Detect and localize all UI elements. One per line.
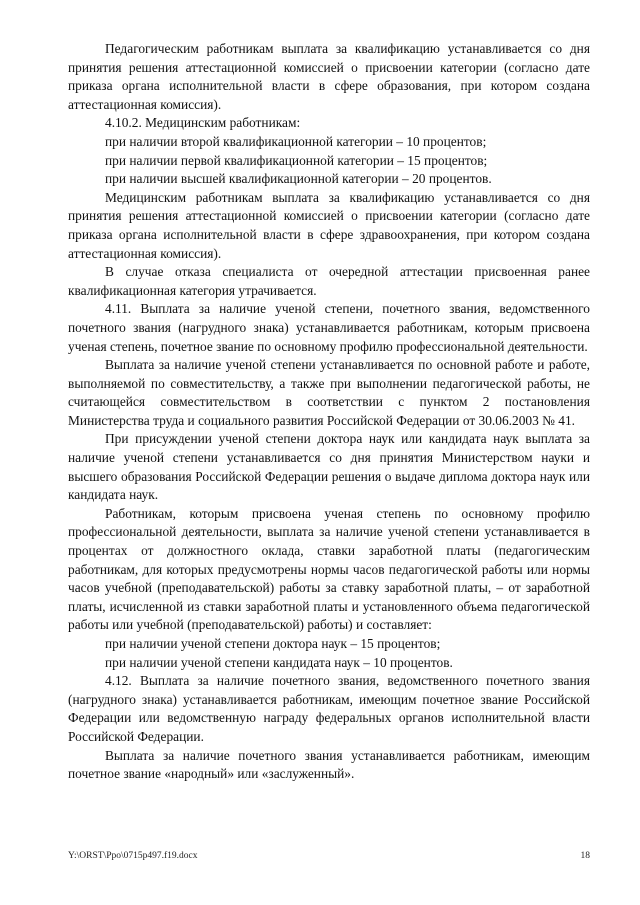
page-footer	[68, 851, 590, 861]
paragraph: 4.10.2. Медицинским работникам:	[105, 115, 301, 131]
list-item: при наличии второй квалификационной категории – 10 процентов;	[105, 133, 487, 149]
list-item: при наличии ученой степени кандидата наук – 10 процентов.	[105, 654, 453, 670]
paragraph: 4.11. Выплата за наличие ученой степени, почетного звания, ведомственного почетного звания (нагрудного знака) устанавливается работникам, которым присвоена ученая степень, почетное звание по основному профилю профессиональной деятельности.	[68, 301, 590, 354]
paragraph: Выплата за наличие ученой степени устанавливается по основной работе и работе, выполняемой по совместительству, а также при выполнении педагогической работы, не считающейся совместительством в соответствии с пунктом 2 постановления Министерства труда и социального развития Российской Федерации от 30.06.2003 № 41.	[68, 357, 590, 428]
paragraph: Педагогическим работникам выплата за квалификацию устанавливается со дня принятия решения аттестационной комиссией о присвоении категории (согласно дате приказа органа исполнительной власти в сфере образования, при котором создана аттестационная комиссия).	[68, 41, 590, 112]
paragraph: В случае отказа специалиста от очередной аттестации присвоенная ранее квалификационная категория утрачивается.	[68, 264, 590, 298]
file-path: Y:\ORST\Ppo\0715p497.f19.docx	[68, 851, 198, 861]
paragraph: Выплата за наличие почетного звания устанавливается работникам, имеющим почетное звание «народный» или «заслуженный».	[68, 747, 590, 782]
paragraph: Медицинским работникам выплата за квалификацию устанавливается со дня принятия решения аттестационной комиссией о присвоении категории (согласно дате приказа органа исполнительной власти в сфере здравоохранения, при котором создана аттестационная комиссия).	[68, 189, 590, 261]
paragraph: Работникам, которым присвоена ученая степень по основному профилю профессиональной деятельности, выплата за наличие ученой степени устанавливается в процентах от должностного оклада, ставки заработной платы (педагогическим работникам, для которых предусмотрены нормы часов педагогической работы или нормы часов учебной (преподавательской) работы за ставку заработной платы, – от заработной платы, исчисленной из ставки заработной платы и установленного объема педагогической работы или учебной (преподавательской) работы) и составляет:	[68, 505, 590, 633]
list-item: при наличии первой квалификационной категории – 15 процентов;	[105, 152, 488, 168]
paragraph: 4.12. Выплата за наличие почетного звания, ведомственного почетного звания (нагрудного знака) устанавливается работникам, имеющим почетное звание Российской Федерации или ведомственную награду федеральных органов исполнительной власти Российской Федерации.	[68, 673, 590, 744]
page-number: 18	[580, 851, 590, 861]
list-item: при наличии ученой степени доктора наук – 15 процентов;	[105, 636, 441, 651]
document-body	[68, 40, 590, 784]
list-item: при наличии высшей квалификационной категории – 20 процентов.	[105, 171, 492, 187]
paragraph: При присуждении ученой степени доктора наук или кандидата наук выплата за наличие ученой степени устанавливается со дня принятия Министерством науки и высшего образования Российской Федерации решения о выдаче диплома доктора наук или кандидата наук.	[68, 431, 590, 503]
